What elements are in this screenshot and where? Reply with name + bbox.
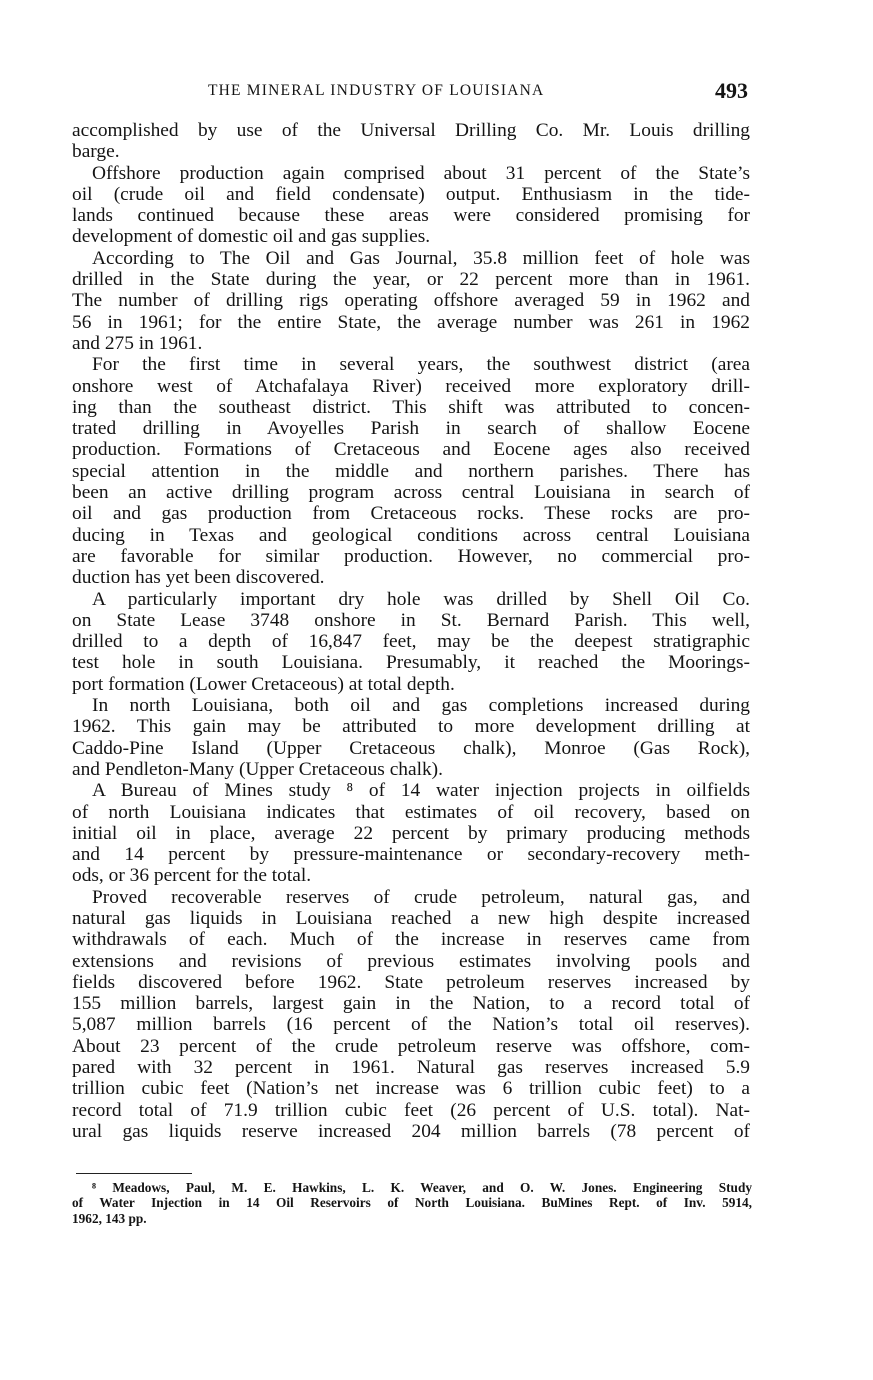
body-text-line: extensions and revisions of previous estimates involving pools and [72, 950, 750, 972]
body-text-line: drilled in the State during the year, or 22 percent more than in 1961. [72, 269, 750, 291]
body-text-line: record total of 71.9 trillion cubic feet (26 percent of U.S. total). Nat- [72, 1099, 750, 1121]
body-text-line: For the first time in several years, the southwest district (area [92, 354, 750, 376]
body-text-line: Offshore production again comprised about 31 percent of the State’s [92, 162, 750, 184]
body-text-line: 1962. This gain may be attributed to more development drilling at [72, 716, 750, 738]
body-text-line: and 275 in 1961. [72, 332, 203, 354]
body-text-line: In north Louisiana, both oil and gas completions increased during [92, 695, 750, 717]
body-text-line: According to The Oil and Gas Journal, 35.8 million feet of hole was [92, 247, 750, 269]
body-text-line: special attention in the middle and northern parishes. There has [72, 460, 750, 482]
body-text-line: of north Louisiana indicates that estimates of oil recovery, based on [72, 801, 750, 823]
body-text-line: drilled to a depth of 16,847 feet, may be the deepest stratigraphic [72, 631, 750, 653]
body-text-line: About 23 percent of the crude petroleum reserve was offshore, com- [72, 1035, 750, 1057]
page-number: 493 [715, 78, 748, 103]
body-text-line: accomplished by use of the Universal Drilling Co. Mr. Louis drilling [72, 120, 750, 141]
body-text-line: oil and gas production from Cretaceous rocks. These rocks are pro- [72, 503, 750, 525]
footnote-rule [76, 1173, 192, 1174]
footnote-line: of Water Injection in 14 Oil Reservoirs of North Louisiana. BuMines Rept. of Inv. 5914, [72, 1195, 752, 1211]
body-text-line: ing than the southeast district. This shift was attributed to concen- [72, 396, 750, 418]
body-text-line: Proved recoverable reserves of crude petroleum, natural gas, and [92, 886, 750, 908]
footnote-line: ⁸ Meadows, Paul, M. E. Hawkins, L. K. Weaver, and O. W. Jones. Engineering Study [92, 1180, 752, 1195]
body-text-line: ural gas liquids reserve increased 204 million barrels (78 percent of [72, 1120, 750, 1142]
body-text-line: 5,087 million barrels (16 percent of the Nation’s total oil reserves). [72, 1014, 750, 1036]
body-text-line: on State Lease 3748 onshore in St. Bernard Parish. This well, [72, 609, 750, 631]
body-text-line: withdrawals of each. Much of the increase in reserves came from [72, 929, 750, 951]
body-text-line: are favorable for similar production. However, no commercial pro- [72, 545, 750, 567]
body-text-line: oil (crude oil and field condensate) output. Enthusiasm in the tide- [72, 183, 750, 205]
body-text-line: The number of drilling rigs operating offshore averaged 59 in 1962 and [72, 290, 750, 312]
running-title: THE MINERAL INDUSTRY OF LOUISIANA [208, 82, 545, 99]
body-text-line: production. Formations of Cretaceous and Eocene ages also received [72, 439, 750, 461]
body-text-line: lands continued because these areas were considered promising for [72, 205, 750, 227]
body-text-line: port formation (Lower Cretaceous) at total depth. [72, 673, 455, 695]
body-text-line: onshore west of Atchafalaya River) received more exploratory drill- [72, 375, 750, 397]
body-text-line: pared with 32 percent in 1961. Natural gas reserves increased 5.9 [72, 1057, 750, 1079]
body-text-line: and 14 percent by pressure-maintenance or secondary-recovery meth- [72, 844, 750, 866]
body-text-line: ods, or 36 percent for the total. [72, 865, 312, 887]
body-text-line: and Pendleton-Many (Upper Cretaceous chalk). [72, 758, 443, 780]
body-text-line: trated drilling in Avoyelles Parish in search of shallow Eocene [72, 418, 750, 440]
body-text-line: barge. [72, 141, 120, 163]
body-text-line: initial oil in place, average 22 percent by primary producing methods [72, 822, 750, 844]
body-text-line: development of domestic oil and gas supplies. [72, 226, 431, 248]
body-text-line: ducing in Texas and geological conditions across central Louisiana [72, 524, 750, 546]
body-text [72, 120, 750, 1142]
body-text-line: fields discovered before 1962. State petroleum reserves increased by [72, 971, 750, 993]
body-text-line: duction has yet been discovered. [72, 567, 325, 589]
running-head [72, 78, 748, 104]
body-text-line: A Bureau of Mines study ⁸ of 14 water injection projects in oilfields [92, 780, 750, 802]
body-text-line: natural gas liquids in Louisiana reached a new high despite increased [72, 907, 750, 929]
body-text-line: 56 in 1961; for the entire State, the average number was 261 in 1962 [72, 311, 750, 333]
body-text-line: been an active drilling program across central Louisiana in search of [72, 482, 750, 504]
body-text-line: A particularly important dry hole was drilled by Shell Oil Co. [92, 588, 750, 610]
footnote [72, 1180, 752, 1226]
footnote-line: 1962, 143 pp. [72, 1210, 147, 1226]
body-text-line: test hole in south Louisiana. Presumably, it reached the Moorings- [72, 652, 750, 674]
body-text-line: trillion cubic feet (Nation’s net increase was 6 trillion cubic feet) to a [72, 1078, 750, 1100]
body-text-line: Caddo-Pine Island (Upper Cretaceous chalk), Monroe (Gas Rock), [72, 737, 750, 759]
body-text-line: 155 million barrels, largest gain in the Nation, to a record total of [72, 993, 750, 1015]
